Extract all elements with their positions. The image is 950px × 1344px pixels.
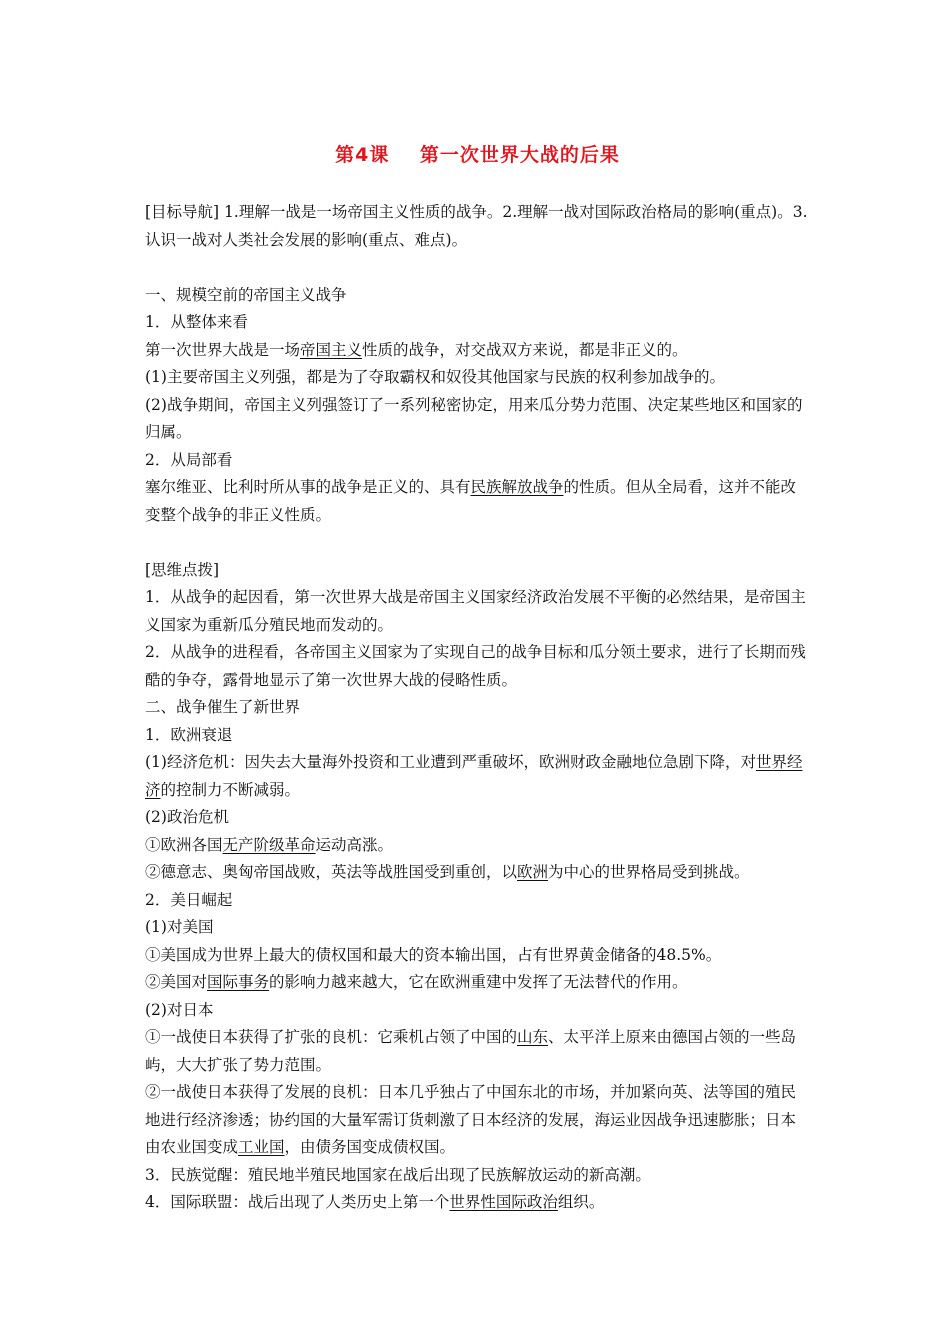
paragraph: ②德意志、奥匈帝国战败，英法等战胜国受到重创，以欧洲为中心的世界格局受到挑战。: [145, 863, 750, 881]
paragraph: ②美国对国际事务的影响力越来越大，它在欧洲重建中发挥了无法替代的作用。: [145, 973, 688, 991]
paragraph: ①一战使日本获得了扩张的良机：它乘机占领了中国的山东、太平洋上原来由德国占领的一些岛屿，大大扩张了势力范围。: [145, 1028, 797, 1074]
page-title: [145, 140, 810, 167]
paragraph: 塞尔维亚、比利时所从事的战争是正义的、具有民族解放战争的性质。但从全局看，这并不能改变整个战争的非正义性质。: [145, 478, 797, 524]
paragraph: (2)政治危机: [145, 808, 229, 826]
subheading: 2．美日崛起: [145, 890, 233, 909]
paragraph: 2．从战争的进程看，各帝国主义国家为了实现自己的战争目标和瓜分领土要求，进行了长期而残酷的争夺，露骨地显示了第一次世界大战的侵略性质。: [145, 643, 806, 689]
subheading: 2．从局部看: [145, 450, 233, 469]
document-page: [145, 140, 810, 1217]
paragraph: 第一次世界大战是一场帝国主义性质的战争，对交战双方来说，都是非正义的。: [145, 340, 688, 359]
underlined-term: 世界经济: [145, 753, 803, 799]
goals-text: 1.理解一战是一场帝国主义性质的战争。2.理解一战对国际政治格局的影响(重点)。3.认识一战对人类社会发展的影响(重点、难点)。: [145, 203, 808, 249]
paragraph: (1)对美国: [145, 918, 214, 936]
paragraph: (1)主要帝国主义列强，都是为了夺取霸权和奴役其他国家与民族的权利参加战争的。: [145, 368, 725, 386]
section-heading: 二、战争催生了新世界: [145, 698, 301, 716]
paragraph: 1．从战争的起因看，第一次世界大战是帝国主义国家经济政治发展不平衡的必然结果，是帝国主义国家为重新瓜分殖民地而发动的。: [145, 588, 806, 634]
underlined-term: 国际事务: [207, 973, 270, 991]
paragraph: (1)经济危机：因失去大量海外投资和工业遭到严重破坏，欧洲财政金融地位急剧下降，对世界经济的控制力不断减弱。: [145, 753, 803, 799]
underlined-term: 山东: [517, 1028, 549, 1046]
paragraph: 3．民族觉醒：殖民地半殖民地国家在战后出现了民族解放运动的新高潮。: [145, 1165, 651, 1184]
goals-paragraph: [145, 199, 810, 254]
lesson-number: 第4课: [335, 144, 390, 166]
paragraph: ②一战使日本获得了发展的良机：日本几乎独占了中国东北的市场，并加紧向英、法等国的殖民地进行经济渗透；协约国的大量军需订货刺激了日本经济的发展，海运业因战争迅速膨胀；日本由农业国变成工业国，由债务国变成债权国。: [145, 1083, 797, 1156]
spacer: [145, 254, 810, 282]
underlined-term: 帝国主义: [300, 340, 363, 359]
paragraph: (2)战争期间，帝国主义列强签订了一系列秘密协定，用来瓜分势力范围、决定某些地区和国家的归属。: [145, 395, 803, 441]
underlined-term: 欧洲: [517, 863, 549, 881]
subheading: 1．从整体来看: [145, 313, 248, 331]
spacer: [145, 529, 810, 557]
underlined-term: 无产阶级革命: [222, 835, 316, 854]
underlined-term: 民族解放战争: [470, 478, 564, 496]
think-tag: [思维点拨]: [145, 560, 220, 579]
underlined-term: 工业国: [238, 1138, 285, 1156]
subheading: 1．欧洲衰退: [145, 725, 233, 744]
paragraph: 4．国际联盟：战后出现了人类历史上第一个世界性国际政治组织。: [145, 1193, 605, 1211]
section-heading: 一、规模空前的帝国主义战争: [145, 285, 347, 304]
goals-tag: [目标导航]: [145, 203, 220, 221]
lesson-name: 第一次世界大战的后果: [419, 144, 620, 166]
paragraph: (2)对日本: [145, 1000, 214, 1019]
paragraph: ①欧洲各国无产阶级革命运动高涨。: [145, 835, 394, 854]
paragraph: ①美国成为世界上最大的债权国和最大的资本输出国，占有世界黄金储备的48.5%。: [145, 945, 722, 964]
underlined-term: 世界性国际政治: [449, 1193, 558, 1211]
